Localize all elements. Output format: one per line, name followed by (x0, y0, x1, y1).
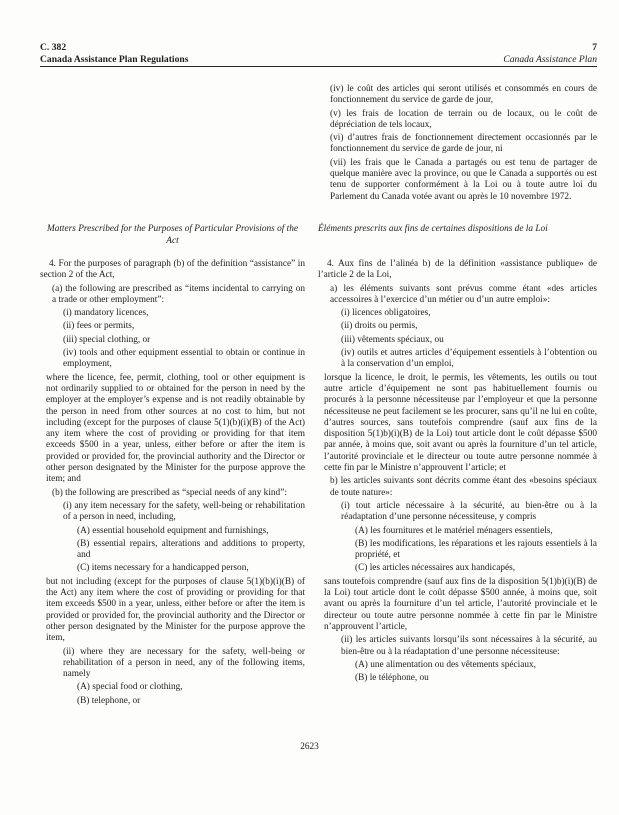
paragraph: (B) telephone, or (77, 695, 141, 706)
paragraph: (ii) where they are necessary for the safety, well-being or rehabilitation of a person in need, any of the following items, namely (63, 646, 305, 680)
paragraph: (iii) vêtements spéciaux, ou (341, 334, 444, 345)
french-column (318, 84, 597, 709)
english-paragraphs (40, 259, 305, 707)
english-column (40, 84, 305, 709)
paragraph: (vii) les frais que le Canada a partagés ou est tenu de partager de quelque manière avec la province, ou que le Canada a supportés ou est tenu de supporter conformément à la Loi ou à toute autre loi du Parlement du Canada votée avant ou après le 10 novembre 1972. (330, 157, 597, 202)
paragraph: 4. Aux fins de l’alinéa b) de la définition «assistance publique» de l’article 2 de la Loi, (318, 259, 597, 281)
paragraph: (i) tout article nécessaire à la sécurité, au bien-être ou à la réadaptation d’une personne nécessiteuse, y compris (341, 500, 597, 523)
paragraph: lorsque la licence, le droit, le permis, les vêtements, les outils ou tout autre article d’équipement ne sont pas habituellement fournis ou procurés à la personne nécessiteuse par l’employeur et que la personne nécessiteuse ne peut facilement se les procurer, sans qu’il ne lui en coûte, d’autres sources, sans toutefois comprendre (sauf aux fins de la disposition 5(1)b)(i)(B) de la Loi) tout article dont le coût dépasse $500 par année, à moins que, soit avant ou après la fourniture d’un tel article, l’autorité provinciale et le directeur ou toute autre personne nommée à cette fin par le Ministre n’approuvent l’article; et (324, 372, 597, 474)
left-column-spacer (40, 84, 305, 224)
two-column-body (40, 84, 597, 709)
right-heading-box (318, 224, 597, 251)
paragraph: (A) les fournitures et le matériel ménagers essentiels, (355, 525, 553, 536)
french-paragraphs (318, 259, 597, 684)
paragraph: (vi) d’autres frais de fonctionnement directement occasionnés par le fonctionnement du service de garde de jour, ni (330, 133, 597, 155)
paragraph: (i) licences obligatoires, (341, 308, 431, 319)
section-heading-en: Matters Prescribed for the Purposes of Particular Provisions of the Act (46, 224, 299, 246)
paragraph: (i) mandatory licences, (63, 308, 149, 319)
paragraph: (B) essential repairs, alterations and additions to property, and (77, 538, 305, 561)
page-number-top: 7 (592, 42, 597, 53)
header-rule (40, 66, 597, 67)
paragraph: (iii) special clothing, or (63, 334, 151, 345)
footer-page-number: 2623 (300, 742, 319, 752)
paragraph: but not including (except for the purposes of clause 5(1)(b)(i)(B) of the Act) any item where the cost of providing or providing for that item exceeds $500 in a year, unless, either before or after the item is provided or provided for, the provincial authority and the Director or other person designated by the Minister for the purpose approve the item, (46, 576, 305, 644)
chapter-number: C. 382 (40, 42, 67, 53)
paragraph: (A) special food or clothing, (77, 682, 183, 693)
left-heading-box (40, 224, 305, 251)
french-carryover-text (318, 84, 597, 224)
paragraph: where the licence, fee, permit, clothing, tool or other equipment is not ordinarily supplied to or obtained for the person in need by the employer at the employer’s expense and is not readily obtainable by the person in need from other sources at no cost to him, but not including (except for the purposes of clause 5(1)(b)(i)(B) of the Act) any item where the cost of providing or providing for that item exceeds $500 in a year, unless, either before or after the item is provided or provided for, the provincial authority and the Director or other person designated by the Minister for the purpose approve the item; and (46, 372, 305, 485)
paragraph: (iv) outils et autres articles d’équipement essentiels à l’obtention ou à la conservation d’un emploi, (341, 348, 597, 370)
paragraph: (a) the following are prescribed as “items incidental to carrying on a trade or other employment”: (52, 283, 305, 305)
paragraph: 4. For the purposes of paragraph (b) of the definition “assistance” in section 2 of the Act, (40, 259, 305, 281)
header-row-top (40, 42, 597, 54)
paragraph: b) les articles suivants sont décrits comme étant des «besoins spéciaux de toute nature»: (330, 476, 597, 498)
paragraph: (B) les modifications, les réparations et les rajouts essentiels à la propriété, et (355, 538, 597, 561)
paragraph: sans toutefois comprendre (sauf aux fins de la disposition 5(1)b)(i)(B) de la Loi) tout article dont le coût dépasse $500 année, à moins que, soit avant ou après la fourniture d’un tel article, l’autorité provinciale et le directeur ou toute autre personne nommée à cette fin par le Ministre n’approuvent l’article, (324, 576, 597, 632)
paragraph: (C) items necessary for a handicapped person, (77, 563, 249, 574)
paragraph: (b) the following are prescribed as “special needs of any kind”: (52, 487, 287, 498)
running-title: Canada Assistance Plan (503, 53, 597, 65)
paragraph: (ii) droits ou permis, (341, 321, 418, 332)
paragraph: (i) any item necessary for the safety, well-being or rehabilitation of a person in need, including, (63, 500, 305, 523)
header-row-titles (40, 54, 597, 66)
paragraph: (B) le téléphone, ou (355, 673, 429, 684)
paragraph: (A) essential household equipment and furnishings, (77, 525, 269, 536)
paragraph: (ii) les articles suivants lorsqu’ils sont nécessaires à la sécurité, au bien-être ou à la réadaptation d’une personne nécessiteuse: (341, 635, 597, 657)
paragraph: (iv) le coût des articles qui seront utilisés et consommés en cours de fonctionnement du service de garde de jour, (330, 84, 597, 106)
regulation-title: Canada Assistance Plan Regulations (40, 53, 189, 65)
paragraph: (iv) tools and other equipment essential to obtain or continue in employment, (63, 348, 305, 370)
section-heading-fr: Éléments prescrits aux fins de certaines dispositions de la Loi (318, 224, 548, 234)
paragraph: a) les éléments suivants sont prévus comme étant «des articles accessoires à l’exercice d’un métier ou d’un autre emploi»: (330, 283, 597, 305)
paragraph: (ii) fees or permits, (63, 321, 135, 332)
paragraph: (C) les articles nécessaires aux handicapés, (355, 563, 516, 574)
paragraph: (A) une alimentation ou des vêtements spéciaux, (355, 659, 536, 670)
paragraph: (v) les frais de location de terrain ou de locaux, ou le coût de dépréciation de tels locaux, (330, 108, 597, 130)
